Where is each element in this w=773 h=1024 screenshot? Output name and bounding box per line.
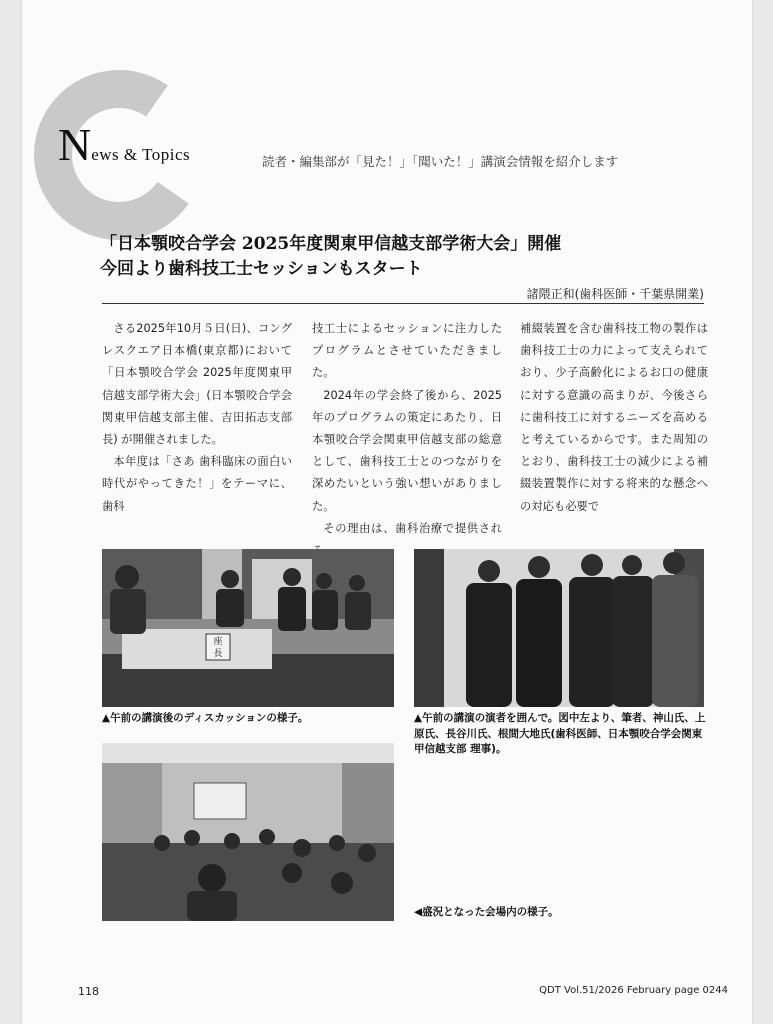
magazine-page xyxy=(22,0,752,1024)
brand-initial: N xyxy=(58,119,92,170)
paragraph: その理由は、歯科治療で提供され xyxy=(323,521,502,535)
article-author: 諸隈正和(歯科医師・千葉県開業) xyxy=(526,287,704,301)
paragraph: 本年度は「さあ 歯科臨床の面白い時代がやってきた！」をテーマに、歯科 xyxy=(102,455,292,513)
text-column-1 xyxy=(102,318,292,518)
caption-photo-2: ▲午前の講演の演者を囲んで。図中左より、筆者、神山氏、上原氏、長谷川氏、根間大地氏(歯科医師、日本顎咬合学会関東甲信越支部 理事)。 xyxy=(414,712,706,755)
paragraph: 補綴装置を含む歯科技工物の製作は歯科技工士の力によって支えられており、少子高齢化によるお口の健康に対する意識の高まりが、今後さらに歯科技工に対するニーズを高めると考えているからです。また周知のとおり、歯科技工士の減少による補綴装置製作に対する将来的な懸念への対応も必要で xyxy=(520,322,708,513)
text-column-2 xyxy=(312,318,502,562)
title-rule xyxy=(102,303,704,304)
paragraph: 技工士によるセッションに注力したプログラムとさせていただきました。 xyxy=(312,322,502,380)
journal-footer: QDT Vol.51/2026 February page 0244 xyxy=(539,985,728,996)
sign-chair-2: 長 xyxy=(213,649,223,659)
photo-speakers-group xyxy=(414,549,704,707)
sign-chair-1: 座 xyxy=(213,637,223,647)
title-line-1: 「日本顎咬合学会 2025年度関東甲信越支部学術大会」開催 xyxy=(100,234,562,254)
section-tagline: 読者・編集部が「見た！」「聞いた！」講演会情報を紹介します xyxy=(262,154,619,169)
article-title xyxy=(100,232,561,282)
photo-panel-discussion xyxy=(102,549,394,707)
paragraph: さる2025年10月５日(日)、コングレスクエア日本橋(東京都)において「日本顎咬合学会 2025年度関東甲信越支部学術大会」(日本顎咬合学会関東甲信越支部主催、吉田拓志支部長) が開催されました。 xyxy=(102,322,292,447)
title-line-2: 今回より歯科技工士セッションもスタート xyxy=(100,259,423,279)
section-brand xyxy=(58,119,191,170)
photo-venue-audience xyxy=(102,743,394,921)
page-number: 118 xyxy=(78,985,99,998)
brand-rest: ews & Topics xyxy=(91,145,191,164)
caption-photo-3: ◀盛況となった会場内の様子。 xyxy=(414,906,559,918)
caption-photo-1: ▲午前の講演後のディスカッションの様子。 xyxy=(102,712,309,724)
text-column-3 xyxy=(520,318,708,518)
paragraph: 2024年の学会終了後から、2025年のプログラムの策定にあたり、日本顎咬合学会関東甲信越支部の総意として、歯科技工士とのつながりを深めたいという強い想いがありました。 xyxy=(312,388,502,513)
